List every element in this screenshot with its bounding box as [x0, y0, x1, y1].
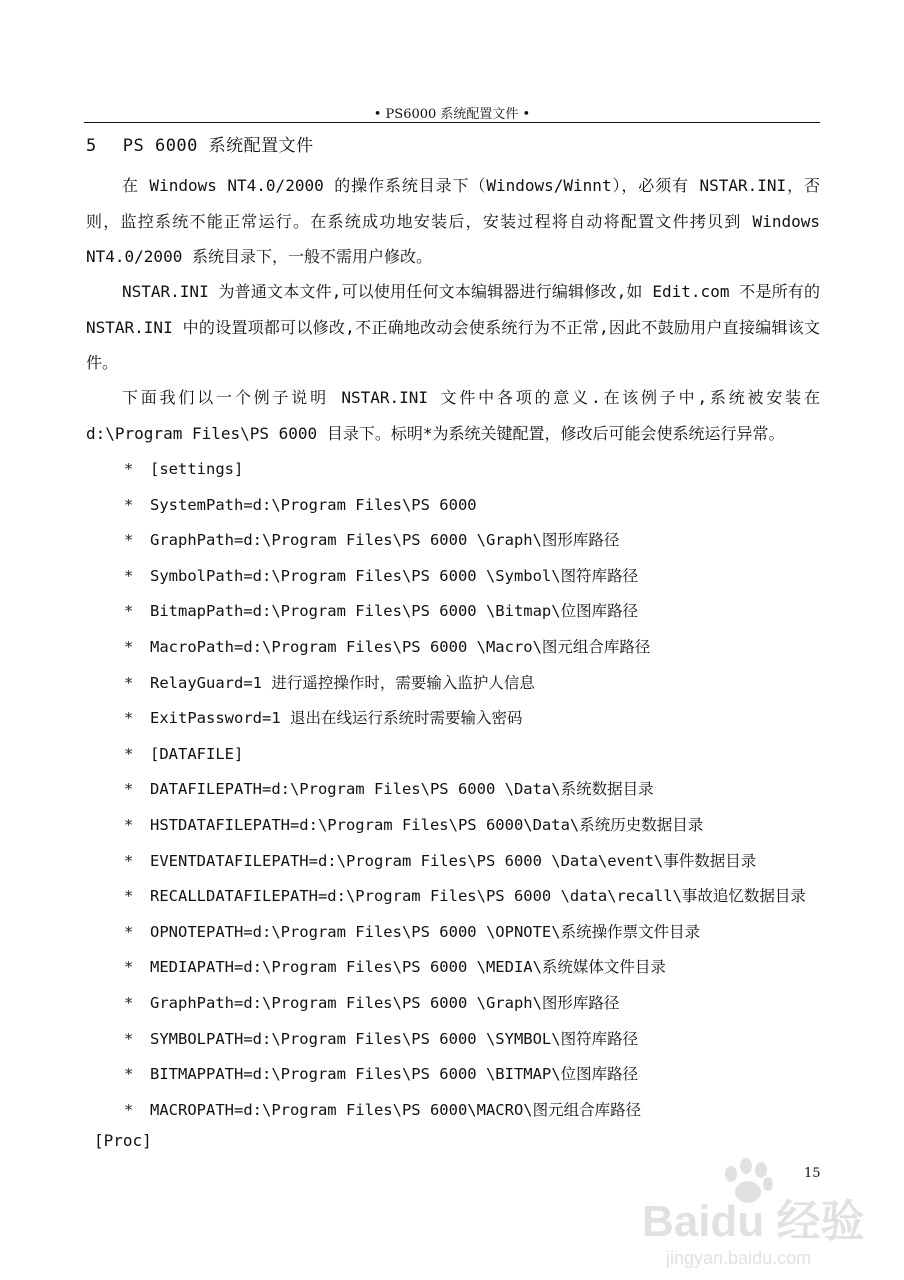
config-item: [124, 879, 806, 915]
header-rule: [84, 122, 820, 123]
page-number: 15: [804, 1166, 821, 1181]
asterisk-bullet: *: [124, 602, 134, 621]
config-item-text: MacroPath=d:\Program Files\PS 6000 \Macro\图元组合库路径: [150, 637, 651, 656]
config-item-list: [124, 452, 806, 1128]
config-item-text: MEDIAPATH=d:\Program Files\PS 6000 \MEDIA\系统媒体文件目录: [150, 958, 666, 977]
baidu-jingyan-watermark: [636, 1152, 886, 1272]
asterisk-bullet: *: [124, 815, 134, 834]
section-title: PS 6000 系统配置文件: [122, 136, 314, 156]
config-item-text: [DATAFILE]: [150, 744, 244, 763]
asterisk-bullet: *: [124, 1029, 134, 1048]
asterisk-bullet: *: [124, 1100, 134, 1119]
asterisk-bullet: *: [124, 744, 134, 763]
watermark-logo-text: Baidu 经验: [642, 1197, 865, 1246]
config-item-text: MACROPATH=d:\Program Files\PS 6000\MACRO\图元组合库路径: [150, 1100, 642, 1119]
proc-section-label: [Proc]: [94, 1131, 152, 1150]
config-item-text: SymbolPath=d:\Program Files\PS 6000 \Symbol\图符库路径: [150, 566, 639, 585]
config-item-text: [settings]: [150, 460, 244, 478]
watermark-url-text: jingyan.baidu.com: [666, 1248, 812, 1268]
asterisk-bullet: *: [124, 887, 134, 906]
config-item: [124, 666, 806, 702]
config-item-text: RelayGuard=1 进行遥控操作时，需要输入监护人信息: [150, 673, 535, 692]
asterisk-bullet: *: [124, 851, 134, 870]
config-item: [124, 559, 806, 595]
config-item-text: ExitPassword=1 退出在线运行系统时需要输入密码: [150, 709, 523, 728]
config-item-text: OPNOTEPATH=d:\Program Files\PS 6000 \OPNOTE\系统操作票文件目录: [150, 922, 701, 941]
section-number: 5: [86, 136, 97, 156]
running-header: • PS6000 系统配置文件 •: [373, 107, 531, 122]
config-item-text: SystemPath=d:\Program Files\PS 6000: [150, 495, 477, 514]
asterisk-bullet: *: [124, 460, 134, 478]
config-item: [124, 986, 806, 1022]
paragraph-intro: 在 Windows NT4.0/2000 的操作系统目录下（Windows/Winnt），必须有 NSTAR.INI，否则，监控系统不能正常运行。在系统成功地安装后，安装过程将自动将配置文件拷贝到 Windows NT4.0/2000 系统目录下，一般不需用户修改。: [86, 176, 820, 266]
asterisk-bullet: *: [124, 780, 134, 799]
config-item: [124, 488, 806, 524]
config-item: [124, 950, 806, 986]
config-item: [124, 844, 806, 880]
asterisk-bullet: *: [124, 922, 134, 941]
config-item-text: SYMBOLPATH=d:\Program Files\PS 6000 \SYMBOL\图符库路径: [150, 1029, 639, 1048]
config-item: [124, 701, 806, 737]
config-item: [124, 452, 806, 488]
config-item: [124, 1022, 806, 1058]
config-item-text: GraphPath=d:\Program Files\PS 6000 \Graph\图形库路径: [150, 531, 620, 550]
config-item: [124, 808, 806, 844]
asterisk-bullet: *: [124, 958, 134, 977]
asterisk-bullet: *: [124, 495, 134, 514]
config-item-text: HSTDATAFILEPATH=d:\Program Files\PS 6000\Data\系统历史数据目录: [150, 815, 704, 834]
config-item: [124, 1093, 806, 1129]
asterisk-bullet: *: [124, 673, 134, 692]
paragraph-edit-note: NSTAR.INI 为普通文本文件,可以使用任何文本编辑器进行编辑修改,如 Edit.com 不是所有的 NSTAR.INI 中的设置项都可以修改,不正确地改动会使系统行为不正常,因此不鼓励用户直接编辑该文件。: [86, 282, 820, 372]
config-item-text: GraphPath=d:\Program Files\PS 6000 \Graph\图形库路径: [150, 993, 620, 1012]
asterisk-bullet: *: [124, 1065, 134, 1084]
config-item-text: EVENTDATAFILEPATH=d:\Program Files\PS 6000 \Data\event\事件数据目录: [150, 851, 757, 870]
asterisk-bullet: *: [124, 993, 134, 1012]
config-item: [124, 772, 806, 808]
config-item-text: BitmapPath=d:\Program Files\PS 6000 \Bitmap\位图库路径: [150, 602, 639, 621]
asterisk-bullet: *: [124, 709, 134, 728]
config-item-text: BITMAPPATH=d:\Program Files\PS 6000 \BITMAP\位图库路径: [150, 1065, 639, 1084]
config-item: [124, 630, 806, 666]
config-item: [124, 737, 806, 773]
config-item: [124, 1057, 806, 1093]
asterisk-bullet: *: [124, 566, 134, 585]
asterisk-bullet: *: [124, 637, 134, 656]
asterisk-bullet: *: [124, 531, 134, 550]
config-item: [124, 523, 806, 559]
config-item: [124, 594, 806, 630]
config-item-text: RECALLDATAFILEPATH=d:\Program Files\PS 6000 \data\recall\事故追忆数据目录: [150, 887, 806, 906]
section-heading: [86, 131, 314, 156]
config-item-text: DATAFILEPATH=d:\Program Files\PS 6000 \Data\系统数据目录: [150, 780, 654, 799]
config-item: [124, 915, 806, 951]
paragraph-example: 下面我们以一个例子说明 NSTAR.INI 文件中各项的意义.在该例子中,系统被安装在 d:\Program Files\PS 6000 目录下。标明*为系统关键配置，修改后可能会使系统运行异常。: [86, 388, 820, 443]
